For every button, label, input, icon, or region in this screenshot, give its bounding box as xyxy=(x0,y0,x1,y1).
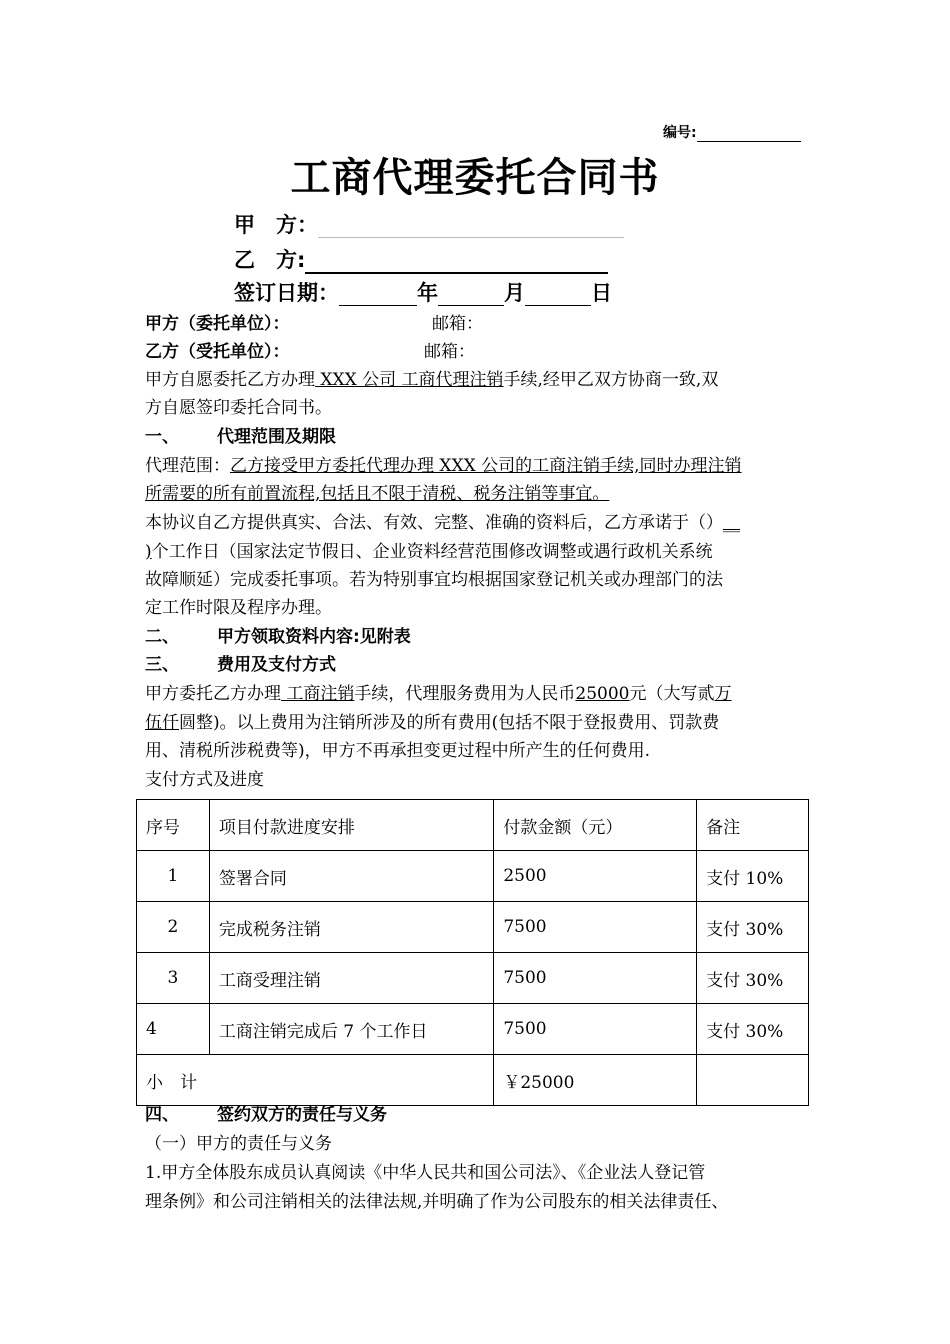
section-3-heading xyxy=(145,651,336,679)
section-3-number: 三、 xyxy=(145,655,179,675)
table-header-cell: 项目付款进度安排 xyxy=(209,800,493,851)
table-cell: 工商受理注销 xyxy=(209,953,493,1004)
table-cell: 完成税务注销 xyxy=(209,902,493,953)
table-cell: 签署合同 xyxy=(209,851,493,902)
payment-table xyxy=(136,799,809,1106)
cover-party-b-label: 乙 方: xyxy=(234,248,306,272)
table-cell: 支付 30% xyxy=(697,953,809,1004)
intro-line-1 xyxy=(145,366,718,394)
month-blank[interactable] xyxy=(438,281,504,306)
term-line-3: 故障顺延）完成委托事项。若为特别事宜均根据国家登记机关或办理部门的法 xyxy=(145,570,723,590)
term-days-close: ) xyxy=(145,542,152,562)
document-title: 工商代理委托合同书 xyxy=(290,155,660,201)
subtotal-value: ￥25000 xyxy=(494,1055,697,1106)
section-2-number: 二、 xyxy=(145,627,179,647)
year-blank[interactable] xyxy=(339,281,417,306)
section-3-title: 费用及支付方式 xyxy=(217,655,336,675)
table-subtotal-row xyxy=(137,1055,809,1106)
table-cell: 工商注销完成后 7 个工作日 xyxy=(209,1004,493,1055)
section-4-sub-1: （一）甲方的责任与义务 xyxy=(145,1134,332,1154)
section-2-title: 甲方领取资料内容:见附表 xyxy=(217,627,411,647)
party-a-label: 甲方（委托单位）： xyxy=(145,314,290,334)
section-4-number: 四、 xyxy=(145,1105,179,1125)
subtotal-note xyxy=(697,1055,809,1106)
day-blank[interactable] xyxy=(525,281,591,306)
table-cell: 4 xyxy=(137,1004,210,1055)
party-b-line xyxy=(145,338,290,366)
table-row xyxy=(137,1004,809,1055)
year-label: 年 xyxy=(417,281,438,305)
section-2-heading xyxy=(145,623,411,651)
cover-sign-date xyxy=(234,277,612,307)
scope-text-1: 乙方接受甲方委托代理办理 XXX 公司的工商注销手续,同时办理注销 xyxy=(230,456,742,476)
term-text-1: 本协议自乙方提供真实、合法、有效、完整、准确的资料后，乙方承诺于（） xyxy=(145,513,723,533)
fee-amount: 25000 xyxy=(575,684,630,704)
fee-line-3: 用、清税所涉税费等)，甲方不再承担变更过程中所产生的任何费用. xyxy=(145,741,651,761)
section-4-heading xyxy=(145,1101,387,1129)
party-b-email: 邮箱： xyxy=(424,342,475,362)
table-header-cell: 备注 xyxy=(697,800,809,851)
scope-line-1 xyxy=(145,452,742,480)
fee-service: 工商注销 xyxy=(281,684,355,704)
cover-party-a-blank[interactable] xyxy=(318,213,624,238)
fee-line-1 xyxy=(145,680,732,708)
table-cell: 7500 xyxy=(494,953,697,1004)
table-cell: 支付 10% xyxy=(697,851,809,902)
scope-line-2: 所需要的所有前置流程,包括且不限于清税、税务注销等事宜。 xyxy=(145,484,610,504)
table-header-cell: 付款金额（元） xyxy=(494,800,697,851)
term-line-4: 定工作时限及程序办理。 xyxy=(145,598,332,618)
scope-label: 代理范围： xyxy=(145,456,230,476)
fee-amount-words-2: 伍仟 xyxy=(145,713,179,733)
party-b-label: 乙方（受托单位）： xyxy=(145,342,290,362)
table-row xyxy=(137,953,809,1004)
intro-line-2: 方自愿签印委托合同书。 xyxy=(145,398,332,418)
month-label: 月 xyxy=(504,281,525,305)
subtotal-label: 小 计 xyxy=(137,1055,494,1106)
cover-party-b xyxy=(234,244,608,274)
table-row xyxy=(137,902,809,953)
term-text-2: 个工作日（国家法定节假日、企业资料经营范围修改调整或遇行政机关系统 xyxy=(151,542,713,562)
section-1-title: 代理范围及期限 xyxy=(217,427,336,447)
table-cell: 2500 xyxy=(494,851,697,902)
intro-text-tail: 手续,经甲乙双方协商一致,双 xyxy=(503,370,719,390)
table-cell: 2 xyxy=(137,902,210,953)
fee-text-1: 甲方委托乙方办理 xyxy=(145,684,281,704)
party-a-line xyxy=(145,310,290,338)
table-cell: 7500 xyxy=(494,1004,697,1055)
cover-party-b-blank[interactable] xyxy=(305,248,608,274)
cover-date-label: 签订日期： xyxy=(234,281,339,305)
table-header-row xyxy=(137,800,809,851)
fee-text-4: 圆整)。以上费用为注销所涉及的所有费用(包括不限于登报费用、罚款费 xyxy=(179,713,720,733)
section-4-title: 签约双方的责任与义务 xyxy=(217,1105,387,1125)
section-1-heading xyxy=(145,423,336,451)
section-4-p1-line-1: 1.甲方全体股东成员认真阅读《中华人民共和国公司法》、《企业法人登记管 xyxy=(145,1163,706,1183)
fee-text-3: 元（大写贰 xyxy=(629,684,715,704)
intro-text: 甲方自愿委托乙方办理 xyxy=(145,370,315,390)
contract-number-blank[interactable] xyxy=(697,125,801,142)
cover-party-a-label: 甲 方： xyxy=(234,213,318,237)
fee-line-2 xyxy=(145,709,719,737)
section-4-p1-line-2: 理条例》和公司注销相关的法律法规,并明确了作为公司股东的相关法律责任、 xyxy=(145,1192,729,1212)
table-header-cell: 序号 xyxy=(137,800,210,851)
fee-amount-words-1: 万 xyxy=(714,684,732,704)
term-days-blank[interactable]: __ xyxy=(723,513,740,533)
contract-number-label: 编号: xyxy=(663,125,697,141)
payment-label: 支付方式及进度 xyxy=(145,770,264,790)
table-row xyxy=(137,851,809,902)
contract-number xyxy=(663,122,801,142)
cover-party-a xyxy=(234,209,624,239)
section-1-number: 一、 xyxy=(145,427,179,447)
table-cell: 1 xyxy=(137,851,210,902)
day-label: 日 xyxy=(591,281,612,305)
intro-service: 工商代理注销 xyxy=(401,370,504,390)
term-line-1 xyxy=(145,509,740,537)
party-a-email: 邮箱： xyxy=(432,314,483,334)
table-cell: 支付 30% xyxy=(697,1004,809,1055)
table-cell: 支付 30% xyxy=(697,902,809,953)
fee-text-2: 手续，代理服务费用为人民币 xyxy=(354,684,576,704)
table-cell: 3 xyxy=(137,953,210,1004)
intro-company: XXX 公司 xyxy=(315,370,402,390)
term-line-2 xyxy=(145,538,713,566)
table-cell: 7500 xyxy=(494,902,697,953)
